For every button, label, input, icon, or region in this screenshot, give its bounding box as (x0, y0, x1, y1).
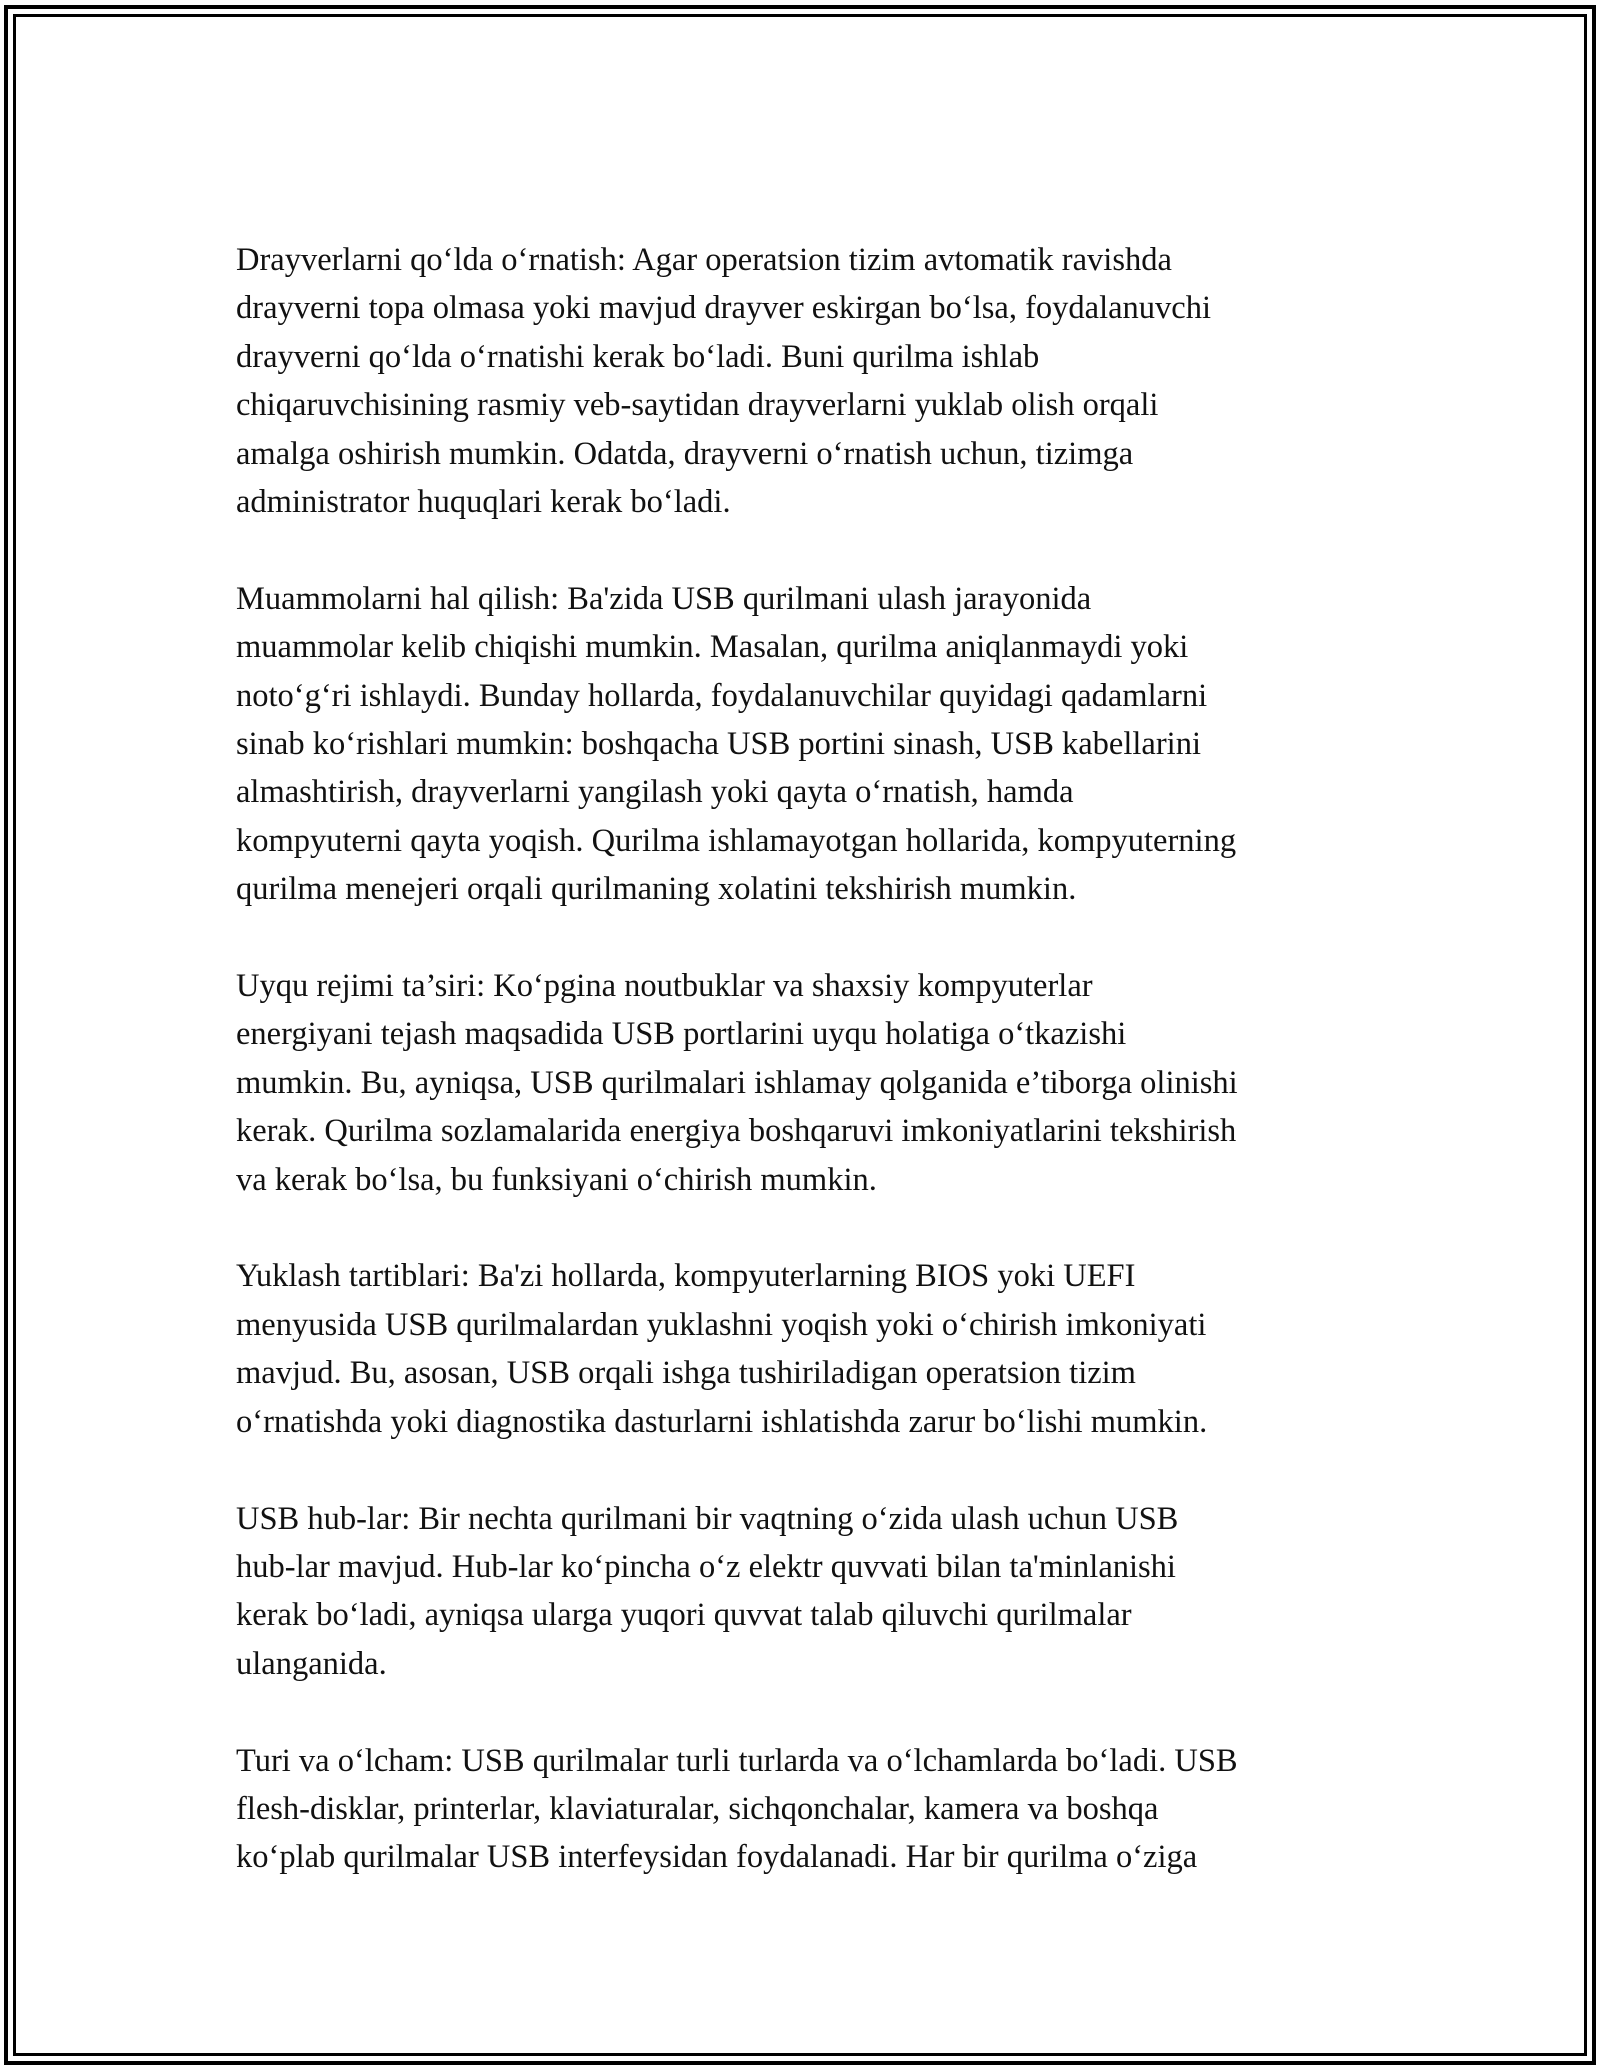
paragraph-usb-hub-lar: USB hub-lar: Bir nechta qurilmani bir vaqtning o‘zida ulash uchun USB hub-lar mavjud. Hub-lar ko‘pincha o‘z elektr quvvati bilan ta'minlanishi kerak bo‘ladi, ayniqsa ularga yuqori quvvat talab qiluvchi qurilmalar ulanganida. (236, 1500, 1179, 1682)
paragraph-yuklash-tartiblari: Yuklash tartiblari: Ba'zi hollarda, kompyuterlarning BIOS yoki UEFI menyusida USB qurilmalardan yuklashni yoqish yoki o‘chirish imkoniyati mavjud. Bu, asosan, USB orqali ishga tushiriladigan operatsion tizim o‘rnatishda yoki diagnostika dasturlarni ishlatishda zarur bo‘lishi mumkin. (236, 1258, 1208, 1440)
paragraph-uyqu-rejimi-tasiri: Uyqu rejimi ta’siri: Ko‘pgina noutbuklar va shaxsiy kompyuterlar energiyani tejash maqsadida USB portlarini uyqu holatiga o‘tkazishi mumkin. Bu, ayniqsa, USB qurilmalari ishlamay qolganida e’tiborga olinishi kerak. Qurilma sozlamalarida energiya boshqaruvi imkoniyatlarini tekshirish va kerak bo‘lsa, bu funksiyani o‘chirish mumkin. (236, 968, 1238, 1198)
paragraph-turi-va-olcham: Turi va o‘lcham: USB qurilmalar turli turlarda va o‘lchamlarda bo‘ladi. USB flesh-disklar, printerlar, klaviaturalar, sichqonchalar, kamera va boshqa ko‘plab qurilmalar USB interfeysidan foydalanadi. Har bir qurilma o‘ziga (236, 1742, 1238, 1876)
paragraph-drayverlarni-qolda-ornatish: Drayverlarni qo‘lda o‘rnatish: Agar operatsion tizim avtomatik ravishda drayverni topa olmasa yoki mavjud drayver eskirgan bo‘lsa, foydalanuvchi drayverni qo‘lda o‘rnatishi kerak bo‘ladi. Buni qurilma ishlab chiqaruvchisining rasmiy veb-saytidan drayverlarni yuklab olish orqali amalga oshirish mumkin. Odatda, drayverni o‘rnatish uchun, tizimga administrator huquqlari kerak bo‘ladi. (236, 242, 1212, 521)
document-body (236, 236, 1366, 1930)
paragraph-muammolarni-hal-qilish: Muammolarni hal qilish: Ba'zida USB qurilmani ulash jarayonida muammolar kelib chiqishi mumkin. Masalan, qurilma aniqlanmaydi yoki noto‘g‘ri ishlaydi. Bunday hollarda, foydalanuvchilar quyidagi qadamlarni sinab ko‘rishlari mumkin: boshqacha USB portini sinash, USB kabellarini almashtirish, drayverlarni yangilash yoki qayta o‘rnatish, hamda kompyuterni qayta yoqish. Qurilma ishlamayotgan hollarida, kompyuterning qurilma menejeri orqali qurilmaning xolatini tekshirish mumkin. (236, 580, 1237, 908)
